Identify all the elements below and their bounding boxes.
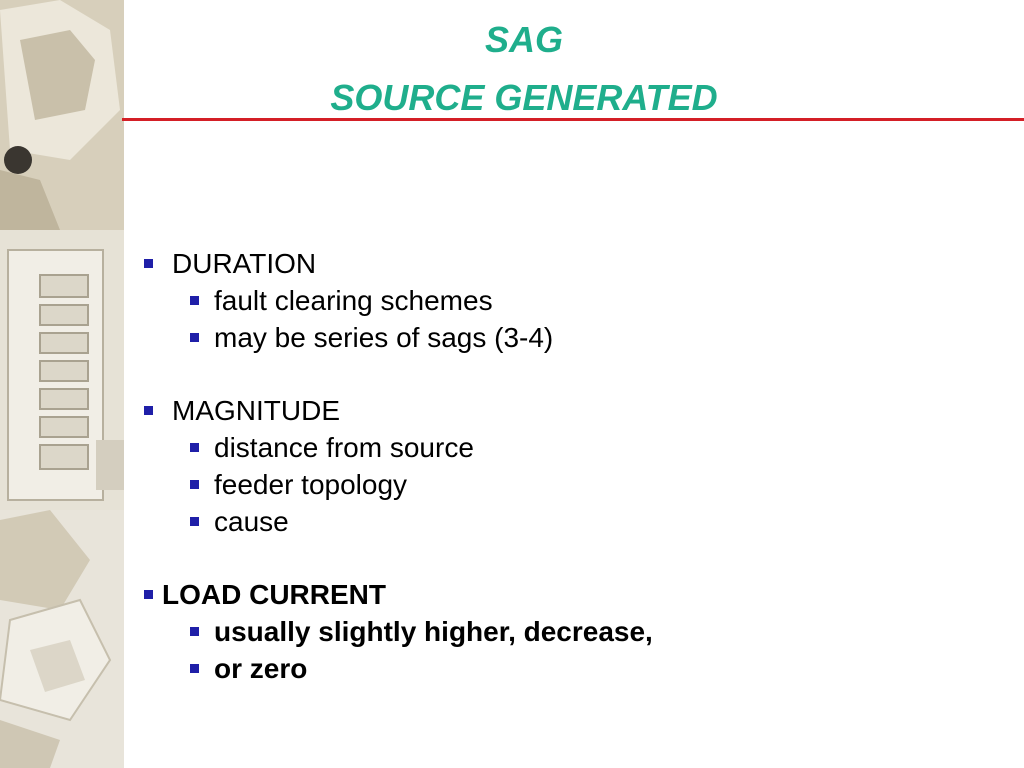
sub-bullet-item: feeder topology: [214, 469, 408, 500]
title-divider-line: [122, 118, 1024, 121]
sub-bullet-item: usually slightly higher, decrease,: [214, 616, 653, 647]
bullet-square-icon: [190, 664, 199, 673]
bullet-square-icon: [190, 296, 199, 305]
sub-bullet-item: distance from source: [214, 432, 474, 463]
sub-bullet-item: cause: [214, 506, 289, 537]
bullet-square-icon: [144, 259, 153, 268]
bullet-square-icon: [190, 517, 199, 526]
bullet-square-icon: [190, 333, 199, 342]
bullet-heading-magnitude: MAGNITUDE: [172, 395, 340, 426]
sub-bullet-item: may be series of sags (3-4): [214, 322, 554, 353]
bullet-square-icon: [190, 627, 199, 636]
computer-equipment-image: [0, 0, 124, 768]
bullet-square-icon: [190, 443, 199, 452]
sub-bullet-item: or zero: [214, 653, 308, 684]
bullet-square-icon: [144, 590, 153, 599]
bullet-square-icon: [190, 480, 199, 489]
bullet-square-icon: [144, 406, 153, 415]
decorative-photo-strip: [0, 0, 124, 768]
slide-title-line-1: SAG: [484, 19, 563, 60]
bullet-heading-load-current: LOAD CURRENT: [162, 579, 386, 610]
bullet-heading-duration: DURATION: [172, 248, 317, 279]
sub-bullet-item: fault clearing schemes: [214, 285, 493, 316]
slide-title-line-2: SOURCE GENERATED: [330, 77, 718, 118]
